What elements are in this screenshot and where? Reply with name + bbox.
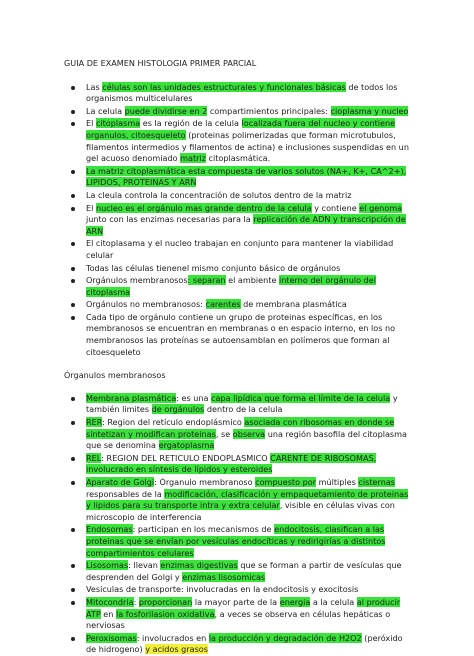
text-segment: Orgánulos membranosos xyxy=(86,275,188,286)
text-segment: Todas las células tienenel mismo conjunto básico de orgánulos xyxy=(86,262,341,273)
highlighted-text: Membrana plasmática xyxy=(86,392,177,403)
text-segment: El xyxy=(86,202,96,213)
text-segment: Cada tipo de orgánulo contiene un grupo de proteinas específicas, en los membranosos se encuentran en membranas o en espacio interno, en los no membranosos las proteínas se autoensamblan en polímeros que forman al citoesqueleto xyxy=(86,311,396,357)
list-item xyxy=(64,453,414,476)
text-segment: y contiene xyxy=(311,202,360,213)
text-segment: El citoplasama y el nucleo trabajan en conjunto para mantener la viabilidad celular xyxy=(86,238,394,260)
text-segment: de membrana plasmática xyxy=(240,299,347,310)
highlighted-text: energia xyxy=(279,596,311,607)
text-segment: de todos los organismos multicelulares xyxy=(86,81,398,104)
highlighted-text: Aparato de Golgi xyxy=(86,477,155,487)
list-item xyxy=(64,633,414,656)
document-title: GUIA DE EXAMEN HISTOLOGIA PRIMER PARCIAL xyxy=(64,58,257,68)
text-segment: : Region del retículo endoplásmico xyxy=(102,417,245,428)
text-segment: , se xyxy=(215,428,233,439)
text-segment: : llevan xyxy=(128,560,161,571)
highlighted-text: Peroxisomas xyxy=(86,632,137,643)
text-segment: y también limites xyxy=(86,392,398,415)
highlighted-text: Endosomas xyxy=(86,524,133,535)
text-segment: (proteinas polimerizadas que forman microtubulos, filamentos intermedios y filamentos de actina) e inclusiones suspendidas en un gel acuoso denomiado xyxy=(86,129,409,164)
highlighted-text: células son las unidades estructurales y funcionales básicas xyxy=(102,81,346,92)
text-segment: responsables de la xyxy=(86,488,165,499)
list-item xyxy=(64,417,414,452)
highlighted-text: matriz xyxy=(180,153,206,164)
highlighted-text: la fosforilasion oxidativa xyxy=(116,608,215,619)
highlighted-text: de orgánulos xyxy=(151,404,205,415)
highlighted-text: REL xyxy=(86,452,102,463)
highlighted-text: La matriz citoplasmática esta compuesta de varios solutos (NA+, K+, CA^2+), LIPIDOS, PROTEINAS Y ARN xyxy=(86,165,407,188)
text-segment: : involucrados en xyxy=(136,632,209,643)
text-segment: Orgánulos no membranosos: xyxy=(86,299,206,310)
intro-bullet-list xyxy=(64,82,414,359)
text-segment: dentro de la celula xyxy=(204,404,283,415)
highlighted-text: la producción y degradación de H2O2 xyxy=(208,632,362,643)
highlighted-text: endocitosis, clasifican a las proteinas que se envían por vesículas endocíticas y redirigirías a distintos compartimientos celulares xyxy=(86,524,386,558)
text-segment: es la región de la celula xyxy=(140,118,242,129)
highlighted-text: : separan xyxy=(187,275,226,286)
highlighted-text: cisternas xyxy=(358,477,396,487)
highlighted-text: replicación de ADN y transcripción de ARN xyxy=(86,214,406,236)
text-segment: : Órganulo membranoso xyxy=(154,477,256,487)
highlighted-text: compuesto por xyxy=(255,477,317,487)
list-item xyxy=(64,597,414,632)
list-item xyxy=(64,82,414,105)
list-item xyxy=(64,393,414,416)
text-segment: (peróxido de hidrogeno) xyxy=(86,632,403,655)
text-segment: : REGION DEL RETICULO ENDOPLASMICO xyxy=(101,452,271,463)
highlighted-text: y acidos grasos xyxy=(145,644,208,655)
highlighted-text: Lisosomas xyxy=(86,560,129,571)
highlighted-text: observa xyxy=(232,428,266,439)
text-segment: citoplasmática. xyxy=(205,153,271,164)
text-segment: El xyxy=(86,118,96,129)
list-item xyxy=(64,584,414,596)
text-segment: múltiples xyxy=(316,477,359,487)
highlighted-text: proporcionan xyxy=(138,596,193,607)
text-segment: La cleula controla la concentración de solutos dentro de la matriz xyxy=(86,189,352,200)
list-item xyxy=(64,477,414,523)
highlighted-text: enzimas digestivas xyxy=(160,560,238,571)
text-segment: la mayor parte de la xyxy=(192,596,280,607)
list-item xyxy=(64,203,414,238)
list-item xyxy=(64,118,414,164)
highlighted-text: cioplasma y nucleo xyxy=(330,105,409,116)
list-item xyxy=(64,190,414,202)
list-item xyxy=(64,275,414,298)
text-segment: : participan en los mecanismos de xyxy=(132,524,275,535)
text-segment: junto con las enzimas necesarias para la xyxy=(86,214,254,225)
highlighted-text: ergatoplasma xyxy=(158,440,215,451)
text-segment: : es una xyxy=(176,392,212,403)
list-item xyxy=(64,263,414,275)
highlighted-text: modificación, clasificación y empaquetamiento de proteinas y lipidos para su transporte intra y extra celular xyxy=(86,488,409,511)
highlighted-text: enzimas lisosomicas xyxy=(182,571,266,582)
text-segment: a la celula xyxy=(310,596,357,607)
text-segment: el ambiente xyxy=(225,275,280,286)
list-item xyxy=(64,106,414,118)
highlighted-text: nucleo es el orgánulo mas grande dentro de la celula xyxy=(95,202,312,213)
section-title: Órganulos membranosos xyxy=(64,370,166,381)
highlighted-text: citoplasma xyxy=(95,118,141,129)
list-item xyxy=(64,166,414,189)
text-segment: : xyxy=(133,596,139,607)
text-segment: que se forman a partir de vesículas que desprenden del Golgi y xyxy=(86,560,402,582)
list-item xyxy=(64,299,414,311)
list-item xyxy=(64,312,414,358)
highlighted-text: Mitocondria xyxy=(86,596,134,607)
highlighted-text: RER xyxy=(86,417,103,428)
highlighted-text: puede dividirse en 2 xyxy=(124,105,208,116)
highlighted-text: CARENTE DE RIBOSOMAS, involucrado en síntesis de lípidos y esteroides xyxy=(86,452,377,475)
highlighted-text: interno del orgánulo del citoplasma xyxy=(86,275,376,297)
text-segment: , visible en células vivas con microscopio de interferencia xyxy=(86,500,395,522)
highlighted-text: asociada con ribosomas en donde se sintetizan y modifican proteinas xyxy=(86,417,395,439)
highlighted-text: localizada fuera del nucleo y contiene organulos, citoesqueleto xyxy=(86,118,396,140)
list-item xyxy=(64,524,414,559)
text-segment: compartimientos principales: xyxy=(207,105,331,116)
text-segment: Vesiculas de transporte: involucradas en la endocitosis y exocitosis xyxy=(86,584,359,595)
highlighted-text: al producir ATP xyxy=(86,596,401,619)
list-item xyxy=(64,560,414,583)
text-segment: una región basofila del citoplasma que se denomina xyxy=(86,428,407,451)
highlighted-text: el genoma xyxy=(359,202,403,213)
text-segment: , a veces se observa en células hepáticas o nerviosas xyxy=(86,608,391,631)
text-segment: en xyxy=(100,608,116,619)
text-segment: La celula xyxy=(86,105,125,116)
highlighted-text: capa lipídica que forma el límite de la celula xyxy=(211,392,391,403)
text-segment: Las xyxy=(86,81,103,92)
highlighted-text: carentes xyxy=(205,299,241,310)
membranous-organelles-list xyxy=(64,393,414,656)
list-item xyxy=(64,238,414,261)
